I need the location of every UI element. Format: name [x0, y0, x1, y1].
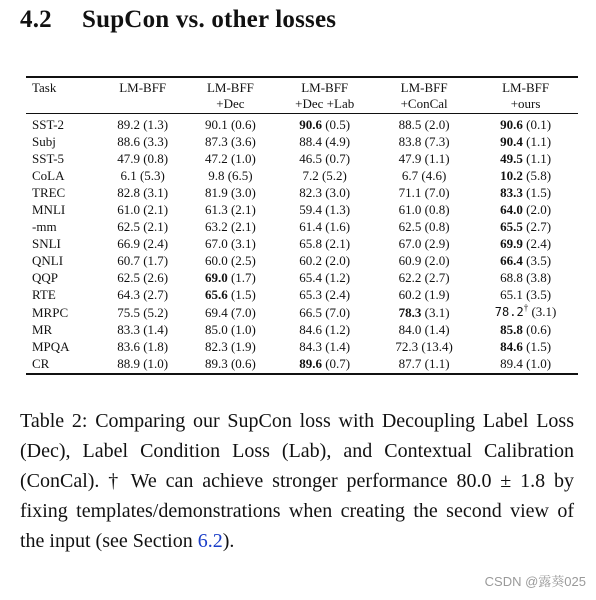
std-dev-value: (2.0) [325, 253, 351, 268]
score-value: 65.6 [204, 287, 228, 302]
score-cell [187, 269, 275, 286]
header-col-1-sub [99, 96, 187, 114]
score-cell [187, 114, 275, 134]
std-dev-value: (1.4) [325, 339, 351, 354]
std-dev-value: (1.1) [424, 356, 450, 371]
score-cell [187, 150, 275, 167]
score-value: 78.3 [398, 304, 422, 320]
score-cell [473, 321, 578, 338]
score-cell [473, 269, 578, 286]
score-value: 9.8 [208, 168, 225, 183]
score-value: 88.6 [117, 134, 140, 149]
std-dev-value: (0.6) [230, 117, 256, 132]
std-dev-value: (2.7) [424, 270, 450, 285]
score-cell [187, 133, 275, 150]
score-cell [187, 321, 275, 338]
score-value: 88.4 [299, 134, 322, 149]
std-dev-value: (1.7) [143, 253, 169, 268]
score-value: 89.3 [204, 356, 228, 371]
caption-text: Table 2: Comparing our SupCon loss with Decoupling Label Loss (Dec), Label Condition Loss (Lab), and Contextual Calibration (ConCal). † We can achieve stronger performance 80.0 ± 1.8 by fixing templates/demonstrations when creating the second view of the input (see Section [20, 410, 574, 552]
std-dev-value: (2.1) [325, 236, 351, 251]
score-value: 84.6 [500, 339, 523, 354]
header-col-1: LM-BFF [99, 77, 187, 96]
score-cell [473, 133, 578, 150]
section-heading [20, 6, 336, 34]
score-value: 59.4 [299, 202, 322, 217]
score-value: 6.7 [401, 168, 419, 183]
table-row [26, 355, 578, 374]
std-dev-value: (1.0) [143, 356, 169, 371]
section-link[interactable]: 6.2 [197, 530, 223, 552]
std-dev-value: (2.1) [230, 219, 256, 234]
score-cell [473, 252, 578, 269]
score-value: 87.7 [398, 356, 422, 371]
std-dev-value: (1.1) [424, 151, 450, 166]
table-row [26, 252, 578, 269]
std-dev-value: (5.2) [143, 304, 169, 320]
score-value: 47.2 [204, 151, 228, 166]
score-cell [375, 286, 473, 303]
score-value: 61.3 [204, 202, 228, 217]
score-value: 67.0 [398, 236, 422, 251]
score-cell [99, 286, 187, 303]
score-value: 66.4 [500, 253, 523, 268]
score-value: 83.3 [500, 185, 523, 200]
score-cell [274, 252, 375, 269]
score-cell [187, 218, 275, 235]
std-dev-value: (2.1) [143, 202, 169, 217]
table-row [26, 114, 578, 134]
table-header [26, 77, 578, 114]
score-value: 49.5 [500, 151, 523, 166]
score-value: 47.9 [398, 151, 422, 166]
score-cell [274, 114, 375, 134]
std-dev-value: (4.9) [325, 134, 351, 149]
std-dev-value: (0.8) [143, 151, 169, 166]
task-name: MNLI [32, 202, 66, 217]
score-value: 62.5 [117, 219, 140, 234]
score-value: 62.5 [117, 270, 140, 285]
std-dev-value: (2.9) [424, 236, 450, 251]
score-cell [375, 269, 473, 286]
score-cell [274, 167, 375, 184]
std-dev-value: (1.8) [143, 339, 169, 354]
std-dev-value: (1.6) [325, 219, 351, 234]
header-col-4: LM-BFF [375, 77, 473, 96]
score-cell [99, 114, 187, 134]
table-row [26, 167, 578, 184]
std-dev-value: (1.7) [230, 270, 256, 285]
score-value: 62.5 [398, 219, 422, 234]
score-value: 82.3 [299, 185, 322, 200]
score-value: 61.0 [117, 202, 140, 217]
score-value: 10.2 [500, 168, 523, 183]
score-cell [274, 286, 375, 303]
score-value: 84.6 [299, 322, 322, 337]
std-dev-value: (3.0) [325, 185, 351, 200]
std-dev-value: (3.1) [230, 236, 256, 251]
score-value: 71.1 [398, 185, 422, 200]
score-cell [473, 184, 578, 201]
task-name: MPQA [32, 339, 70, 354]
score-value: 88.5 [398, 117, 422, 132]
score-cell [187, 235, 275, 252]
std-dev-value: (1.0) [230, 322, 256, 337]
table-row [26, 150, 578, 167]
score-cell [274, 201, 375, 218]
score-cell [375, 355, 473, 374]
score-value: 62.2 [398, 270, 422, 285]
std-dev-value: (7.0) [230, 304, 256, 320]
score-value: 68.8 [500, 270, 523, 285]
score-value: 65.4 [299, 270, 322, 285]
task-name: CR [26, 355, 99, 374]
std-dev-value: (1.1) [526, 151, 552, 166]
std-dev-value: (1.3) [143, 117, 169, 132]
std-dev-value: (3.1) [424, 304, 450, 320]
score-cell [274, 133, 375, 150]
score-cell [99, 321, 187, 338]
score-value: 81.9 [204, 185, 228, 200]
watermark: CSDN @露葵025 [484, 574, 586, 589]
std-dev-value: (5.2) [321, 168, 347, 183]
std-dev-value: (3.8) [526, 270, 552, 285]
score-value: 61.0 [398, 202, 422, 217]
header-col-2-sub: +Dec [216, 96, 245, 111]
header-row-2 [26, 96, 578, 114]
score-cell [187, 286, 275, 303]
task-name: CoLA [32, 168, 65, 183]
std-dev-value: (0.5) [325, 117, 351, 132]
score-cell [187, 355, 275, 374]
score-value: 65.8 [299, 236, 322, 251]
score-cell [375, 167, 473, 184]
std-dev-value: (3.1) [143, 185, 169, 200]
std-dev-value: (0.7) [325, 356, 351, 371]
table-row [26, 321, 578, 338]
score-cell [187, 338, 275, 355]
score-value: 83.3 [117, 322, 140, 337]
score-value: 64.0 [500, 202, 523, 217]
score-cell [99, 235, 187, 252]
std-dev-value: (2.0) [424, 253, 450, 268]
score-cell [187, 184, 275, 201]
table-body [26, 114, 578, 375]
score-value: 60.9 [398, 253, 422, 268]
std-dev-value: (0.7) [325, 151, 351, 166]
std-dev-value: (0.6) [230, 356, 256, 371]
std-dev-value: (3.0) [230, 185, 256, 200]
score-cell [99, 303, 187, 321]
score-value: 90.6 [500, 117, 523, 132]
score-cell [375, 252, 473, 269]
score-value: 82.3 [204, 339, 228, 354]
score-value: 7.2 [302, 168, 319, 183]
score-value: 87.3 [204, 134, 228, 149]
header-task: Task [26, 77, 99, 96]
score-value: 90.6 [299, 117, 322, 132]
std-dev-value: (2.4) [143, 236, 169, 251]
header-col-5-sub: +ours [510, 96, 541, 111]
score-cell [375, 303, 473, 321]
score-value: 6.1 [120, 168, 137, 183]
table-row [26, 338, 578, 355]
std-dev-value: (2.7) [526, 219, 552, 234]
std-dev-value: (0.6) [526, 322, 552, 337]
header-task-sub [26, 96, 99, 114]
score-cell [375, 201, 473, 218]
score-value: 88.9 [117, 356, 140, 371]
score-value: 85.0 [204, 322, 228, 337]
score-cell [473, 338, 578, 355]
score-value: 84.3 [299, 339, 322, 354]
table-row [26, 235, 578, 252]
std-dev-value: (2.0) [424, 117, 450, 132]
score-value: 65.1 [500, 287, 523, 302]
score-value: 67.0 [204, 236, 228, 251]
score-value: 72.3 [395, 339, 419, 354]
std-dev-value: (2.1) [143, 219, 169, 234]
task-name: RTE [32, 287, 56, 302]
score-value: 60.2 [398, 287, 422, 302]
std-dev-value: (2.7) [143, 287, 169, 302]
task-name: QNLI [32, 253, 64, 268]
std-dev-value: (3.3) [143, 134, 169, 149]
table-row [26, 303, 578, 321]
task-name: TREC [32, 185, 66, 200]
header-row-1 [26, 77, 578, 96]
task-name: Subj [32, 134, 56, 149]
std-dev-value: (7.3) [424, 134, 450, 149]
score-cell [187, 252, 275, 269]
std-dev-value: (1.5) [526, 339, 552, 354]
score-cell [99, 184, 187, 201]
score-cell [375, 150, 473, 167]
header-col-5: LM-BFF [473, 77, 578, 96]
table-row [26, 286, 578, 303]
score-value: 89.6 [299, 356, 322, 371]
score-cell [274, 269, 375, 286]
score-cell [473, 167, 578, 184]
score-value: 69.9 [500, 236, 523, 251]
results-table [26, 76, 578, 375]
score-cell [375, 133, 473, 150]
table-row [26, 269, 578, 286]
score-cell [99, 269, 187, 286]
std-dev-value: (2.4) [526, 236, 552, 251]
score-cell [274, 338, 375, 355]
score-cell [473, 114, 578, 134]
score-cell [473, 218, 578, 235]
std-dev-value: (2.0) [526, 202, 552, 217]
table-row [26, 133, 578, 150]
std-dev-value: (7.0) [325, 304, 351, 320]
table-row [26, 218, 578, 235]
score-value: 89.4 [500, 356, 523, 371]
score-value: 89.2 [117, 117, 140, 132]
std-dev-value: (3.5) [526, 253, 552, 268]
score-value: 60.7 [117, 253, 140, 268]
task-name: SST-5 [32, 151, 65, 166]
score-cell [473, 355, 578, 374]
score-value: 46.5 [299, 151, 322, 166]
score-cell [99, 252, 187, 269]
section-number: 4.2 [20, 6, 52, 33]
score-cell [99, 201, 187, 218]
score-cell [274, 150, 375, 167]
std-dev-value: (0.1) [526, 117, 552, 132]
std-dev-value: (0.8) [424, 219, 450, 234]
score-cell [187, 303, 275, 321]
score-cell [375, 218, 473, 235]
score-value: 82.8 [117, 185, 140, 200]
score-cell [274, 303, 375, 321]
score-value: 65.3 [299, 287, 322, 302]
std-dev-value: (1.3) [325, 202, 351, 217]
table-row [26, 184, 578, 201]
score-cell [375, 338, 473, 355]
score-value: 85.8 [500, 322, 523, 337]
score-cell [473, 201, 578, 218]
score-value: 63.2 [204, 219, 228, 234]
score-value: 83.6 [117, 339, 140, 354]
score-cell [274, 184, 375, 201]
score-value: 66.5 [299, 304, 322, 320]
task-name: MR [32, 322, 53, 337]
std-dev-value: (1.9) [424, 287, 450, 302]
score-cell [99, 338, 187, 355]
table-row [26, 201, 578, 218]
std-dev-value: (5.8) [526, 168, 552, 183]
task-name: MRPC [32, 304, 69, 320]
std-dev-value: (3.6) [230, 134, 256, 149]
score-value: 61.4 [299, 219, 322, 234]
std-dev-value: (4.6) [421, 168, 447, 183]
score-value: 64.3 [117, 287, 140, 302]
score-cell [375, 235, 473, 252]
std-dev-value: (5.3) [139, 168, 165, 183]
score-value: 83.8 [398, 134, 422, 149]
std-dev-value: (2.6) [143, 270, 169, 285]
header-col-4-sub: +ConCal [400, 96, 448, 111]
score-cell [274, 321, 375, 338]
score-value: 66.9 [117, 236, 140, 251]
score-cell [274, 218, 375, 235]
std-dev-value: (3.1) [531, 304, 557, 319]
dagger-mark: † [523, 302, 529, 313]
header-col-3-sub: +Dec +Lab [295, 96, 355, 111]
std-dev-value: (1.4) [143, 322, 169, 337]
std-dev-value: (1.5) [526, 185, 552, 200]
score-cell [99, 150, 187, 167]
score-value: 60.2 [299, 253, 322, 268]
header-col-2: LM-BFF [187, 77, 275, 96]
std-dev-value: (1.2) [325, 270, 351, 285]
section-title: SupCon vs. other losses [82, 6, 337, 33]
std-dev-value: (2.5) [230, 253, 256, 268]
score-cell [187, 167, 275, 184]
score-cell [375, 114, 473, 134]
score-value: 84.0 [398, 322, 422, 337]
task-name: SNLI [32, 236, 61, 251]
score-cell [99, 218, 187, 235]
std-dev-value: (7.0) [424, 185, 450, 200]
score-cell [473, 286, 578, 303]
std-dev-value: (1.0) [526, 356, 552, 371]
std-dev-value: (6.5) [227, 168, 253, 183]
table-caption [20, 406, 574, 556]
std-dev-value: (1.2) [325, 322, 351, 337]
caption-tail: ). [222, 530, 235, 552]
score-value: 47.9 [117, 151, 140, 166]
score-value: 90.4 [500, 134, 523, 149]
score-cell [99, 167, 187, 184]
score-cell [274, 235, 375, 252]
score-cell [473, 303, 578, 321]
std-dev-value: (2.4) [325, 287, 351, 302]
task-name: -mm [32, 219, 57, 234]
score-value: 60.0 [204, 253, 228, 268]
score-value: 69.4 [204, 304, 228, 320]
score-cell [187, 201, 275, 218]
std-dev-value: (1.1) [526, 134, 552, 149]
std-dev-value: (2.1) [230, 202, 256, 217]
std-dev-value: (1.4) [424, 322, 450, 337]
std-dev-value: (13.4) [421, 339, 453, 354]
task-name: SST-2 [32, 117, 65, 132]
std-dev-value: (1.9) [230, 339, 256, 354]
score-value: 78.2 [494, 305, 524, 319]
std-dev-value: (1.5) [230, 287, 256, 302]
score-cell [274, 355, 375, 374]
score-cell [99, 355, 187, 374]
header-col-3: LM-BFF [274, 77, 375, 96]
task-name: QQP [32, 270, 59, 285]
score-value: 65.5 [500, 219, 523, 234]
score-value: 75.5 [117, 304, 140, 320]
std-dev-value: (0.8) [424, 202, 450, 217]
score-value: 69.0 [204, 270, 228, 285]
score-cell [473, 235, 578, 252]
score-cell [473, 150, 578, 167]
score-value: 90.1 [204, 117, 228, 132]
score-cell [375, 321, 473, 338]
score-cell [375, 184, 473, 201]
score-cell [99, 133, 187, 150]
std-dev-value: (1.0) [230, 151, 256, 166]
std-dev-value: (3.5) [526, 287, 552, 302]
